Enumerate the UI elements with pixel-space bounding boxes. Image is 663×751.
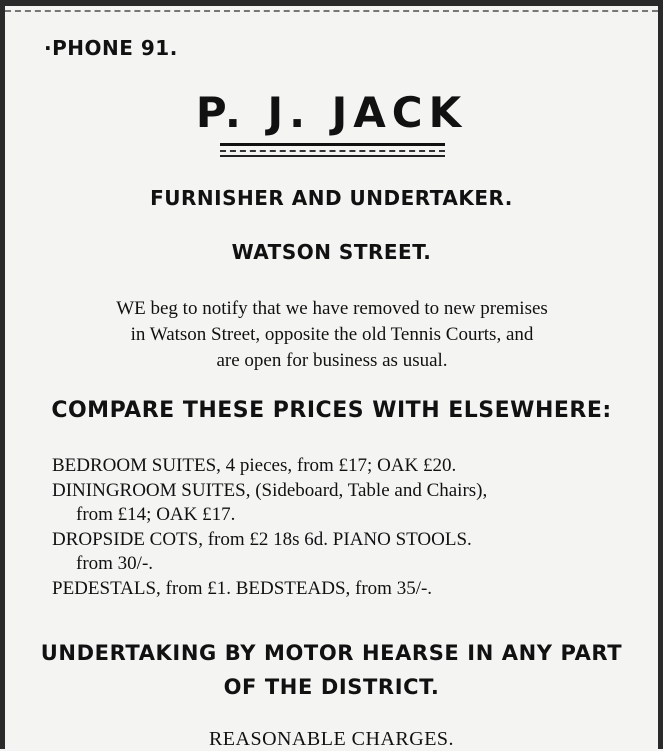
price-line: from £14; OAK £17. bbox=[76, 504, 236, 525]
price-line: BEDROOM SUITES, 4 pieces, from £17; OAK £20. bbox=[52, 455, 457, 476]
undertaking-notice bbox=[0, 636, 663, 704]
title-underline bbox=[220, 143, 445, 146]
price-line: DROPSIDE COTS, from £2 18s 6d. PIANO STOOLS. bbox=[52, 528, 472, 550]
notice-line: WE beg to notify that we have removed to new premises bbox=[116, 298, 548, 319]
price-line: from 30/-. bbox=[76, 553, 154, 574]
notice-line: in Watson Street, opposite the old Tennis Courts, and bbox=[130, 324, 534, 345]
notice-line: are open for business as usual. bbox=[216, 350, 448, 371]
undertaking-line: UNDERTAKING BY MOTOR HEARSE IN ANY PART bbox=[40, 641, 623, 665]
price-line: PEDESTALS, from £1. BEDSTEADS, from 35/-. bbox=[52, 577, 433, 599]
street-address: WATSON STREET. bbox=[231, 240, 432, 264]
removal-notice bbox=[52, 296, 612, 374]
compare-heading: COMPARE THESE PRICES WITH ELSEWHERE: bbox=[51, 398, 612, 423]
charges-note: REASONABLE CHARGES. bbox=[208, 728, 455, 750]
business-name: P. J. JACK bbox=[195, 88, 468, 137]
price-list bbox=[52, 454, 622, 601]
price-line: DININGROOM SUITES, (Sideboard, Table and Chairs), bbox=[52, 479, 488, 501]
title-underline-dashed bbox=[220, 150, 445, 152]
title-underline-lower bbox=[220, 155, 445, 157]
phone-number: ·PHONE 91. bbox=[44, 36, 178, 60]
trade-description: FURNISHER AND UNDERTAKER. bbox=[150, 186, 513, 210]
undertaking-line: OF THE DISTRICT. bbox=[223, 675, 440, 699]
